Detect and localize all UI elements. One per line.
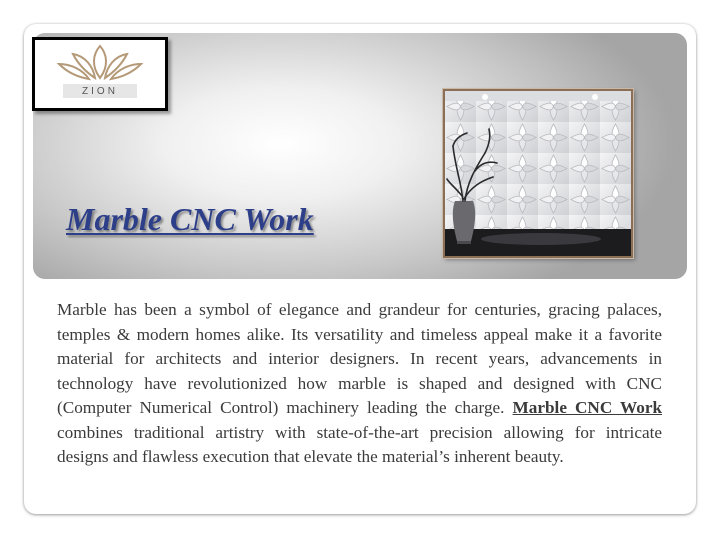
logo-text: ZION	[82, 86, 118, 97]
wall-panel-photo	[443, 89, 633, 258]
body-text-outro: combines traditional artistry with state-of-the-art precision allowing for intricate designs and flawless execution that elevate the material’s inherent beauty.	[57, 422, 662, 466]
page-title: Marble CNC Work	[66, 201, 314, 237]
body-paragraph	[57, 298, 662, 470]
3d-wall-panel-photo	[445, 91, 631, 256]
logo	[32, 37, 168, 111]
marble-cnc-work-link[interactable]: Marble CNC Work	[512, 398, 663, 417]
body-text-intro: Marble has been a symbol of elegance and grandeur for centuries, gracing palaces, temples & modern homes alike. Its versatility and timeless appeal make it a favorite material for architects and interior designers. In recent years, advancements in technology have revolutionized how marble is shaped and designed with CNC (Computer Numerical Control) machinery leading the charge.	[57, 300, 662, 417]
